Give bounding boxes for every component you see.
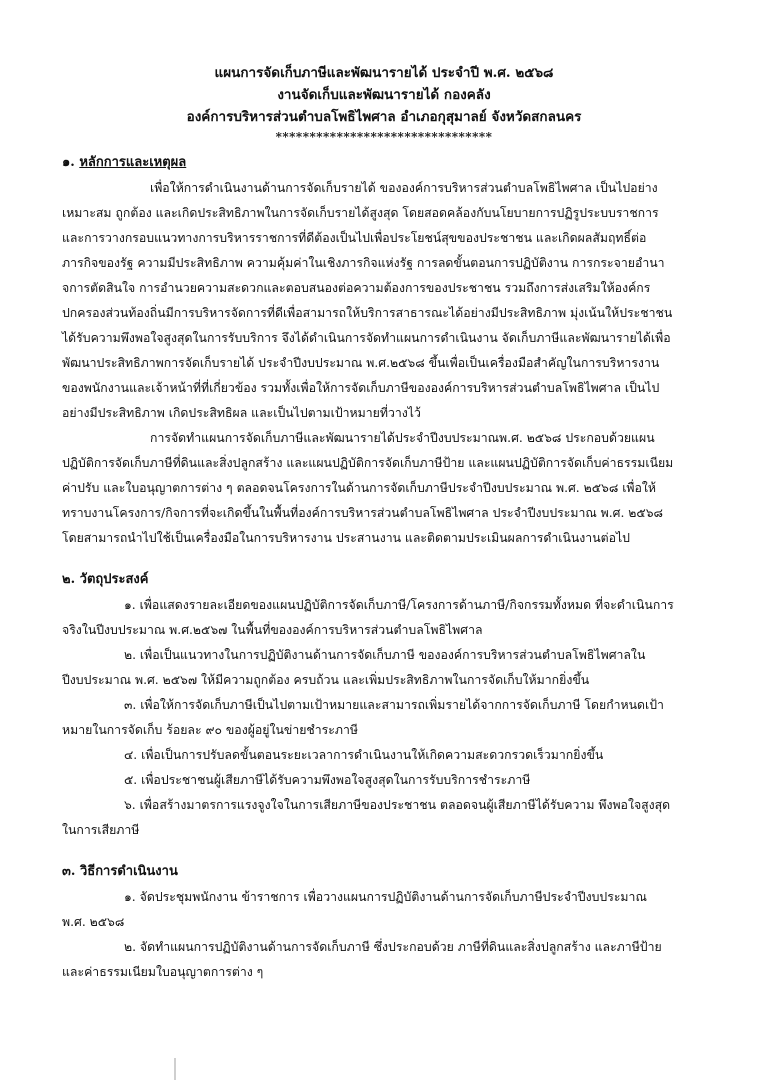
document-subtitle-division: งานจัดเก็บและพัฒนารายได้ กองคลัง [277, 87, 491, 103]
section-1-heading [62, 150, 674, 176]
objective-item-2: ๒. เพื่อเป็นแนวทางในการปฏิบัติงานด้านการจัดเก็บภาษี ขององค์การบริหารส่วนตำบลโพธิไพศาลในปีงบประมาณ พ.ศ. ๒๕๖๗ ให้มีความถูกต้อง ครบถ้วน และเพิ่มประสิทธิภาพในการจัดเก็บให้มากยิ่งขึ้น [62, 648, 646, 687]
objective-item-5: ๕. เพื่อประชาชนผู้เสียภาษีได้รับความพึงพอใจสูงสุดในการรับบริการชำระภาษี [124, 773, 531, 787]
objective-item-1: ๑. เพื่อแสดงรายละเอียดของแผนปฏิบัติการจัดเก็บภาษี/โครงการด้านภาษี/กิจกรรมทั้งหมด ที่จะดำเนินการจริงในปีงบประมาณ พ.ศ.๒๕๖๗ ในพื้นที่ขององค์การบริหารส่วนตำบลโพธิไพศาล [62, 598, 674, 637]
section-1-number: ๑. [62, 155, 75, 170]
objective-item-4: ๔. เพื่อเป็นการปรับลดขั้นตอนระยะเวลาการดำเนินงานให้เกิดความสะดวกรวดเร็วมากยิ่งขึ้น [124, 748, 604, 762]
section-1-paragraph-2: การจัดทำแผนการจัดเก็บภาษีและพัฒนารายได้ประจำปีงบประมาณพ.ศ. ๒๕๖๘ ประกอบด้วยแผนปฏิบัติการจัดเก็บภาษีที่ดินและสิ่งปลูกสร้าง และแผนปฏิบัติการจัดเก็บภาษีป้าย และแผนปฏิบัติการจัดเก็บค่าธรรมเนียม ค่าปรับ และใบอนุญาตการต่าง ๆ ตลอดจนโครงการในด้านการจัดเก็บภาษีประจำปีงบประมาณ พ.ศ. ๒๕๖๘ เพื่อให้ทราบงานโครงการ/กิจการที่จะเกิดขึ้นในพื้นที่องค์การบริหารส่วนตำบลโพธิไพศาล ประจำปีงบประมาณ พ.ศ. ๒๕๖๘ โดยสามารถนำไปใช้เป็นเครื่องมือในการบริหารงาน ประสานงาน และติดตามประเมินผลการดำเนินงานต่อไป [62, 431, 674, 545]
objective-item-6: ๖. เพื่อสร้างมาตรการแรงจูงใจในการเสียภาษีของประชาชน ตลอดจนผู้เสียภาษีได้รับความ พึงพอใจสูงสุดในการเสียภาษี [62, 798, 671, 837]
section-3-title: วิธีการดำเนินงาน [79, 864, 178, 879]
method-item-1: ๑. จัดประชุมพนักงาน ข้าราชการ เพื่อวางแผนการปฏิบัติงานด้านการจัดเก็บภาษีประจำปีงบประมาณ พ.ศ. ๒๕๖๘ [62, 890, 647, 929]
method-item-2: ๒. จัดทำแผนการปฏิบัติงานด้านการจัดเก็บภาษี ซึ่งประกอบด้วย ภาษีที่ดินและสิ่งปลูกสร้าง และภาษีป้าย และค่าธรรมเนียมใบอนุญาตการต่าง ๆ [62, 940, 662, 979]
document-header [60, 62, 708, 144]
section-2-title: วัตถุประสงค์ [79, 572, 149, 587]
section-2-heading [62, 567, 674, 593]
section-1-paragraph-1: เพื่อให้การดำเนินงานด้านการจัดเก็บรายได้ ขององค์การบริหารส่วนตำบลโพธิไพศาล เป็นไปอย่างเหมาะสม ถูกต้อง และเกิดประสิทธิภาพในการจัดเก็บรายได้สูงสุด โดยสอดคล้องกับนโยบายการปฏิรูประบบราชการและการวางกรอบแนวทางการบริหารราชการที่ดีต้องเป็นไปเพื่อประโยชน์สุขของประชาชน และเกิดผลสัมฤทธิ์ต่อภารกิจของรัฐ ความมีประสิทธิภาพ ความคุ้มค่าในเชิงภารกิจแห่งรัฐ การลดขั้นตอนการปฏิบัติงาน การกระจายอำนาจการตัดสินใจ การอำนวยความสะดวกและตอบสนองต่อความต้องการของประชาชน รวมถึงการส่งเสริมให้องค์กรปกครองส่วนท้องถิ่นมีการบริหารจัดการที่ดีเพื่อสามารถให้บริการสาธารณะได้อย่างมีประสิทธิภาพ มุ่งเน้นให้ประชาชนได้รับความพึงพอใจสูงสุดในการรับบริการ จึงได้ดำเนินการจัดทำแผนการดำเนินงาน จัดเก็บภาษีและพัฒนารายได้เพื่อพัฒนาประสิทธิภาพการจัดเก็บรายได้ ประจำปีงบประมาณ พ.ศ.๒๕๖๘ ขึ้นเพื่อเป็นเครื่องมือสำคัญในการบริหารงานของพนักงานและเจ้าหน้าที่ที่เกี่ยวข้อง รวมทั้งเพื่อให้การจัดเก็บภาษีขององค์การบริหารส่วนตำบลโพธิไพศาล เป็นไปอย่างมีประสิทธิภาพ เกิดประสิทธิผล และเป็นไปตามเป้าหมายที่วางไว้ [62, 181, 673, 420]
spacer [62, 843, 674, 859]
section-1-title: หลักการและเหตุผล [79, 155, 187, 170]
document-body [62, 150, 674, 985]
document-title: แผนการจัดเก็บภาษีและพัฒนารายได้ ประจำปี พ.ศ. ๒๕๖๘ [214, 65, 554, 81]
document-subtitle-organization: องค์การบริหารส่วนตำบลโพธิไพศาล อำเภอกุสุมาลย์ จังหวัดสกลนคร [186, 109, 582, 125]
scan-mark [174, 1058, 176, 1080]
spacer [62, 551, 674, 567]
header-divider-stars: ******************************** [275, 130, 493, 144]
section-3-heading [62, 859, 674, 885]
section-3-number: ๓. [62, 864, 76, 879]
objective-item-3: ๓. เพื่อให้การจัดเก็บภาษีเป็นไปตามเป้าหมายและสามารถเพิ่มรายได้จากการจัดเก็บภาษี โดยกำหนดเป้าหมายในการจัดเก็บ ร้อยละ ๙๐ ของผู้อยู่ในข่ายชำระภาษี [62, 698, 664, 737]
section-2-number: ๒. [62, 572, 76, 587]
